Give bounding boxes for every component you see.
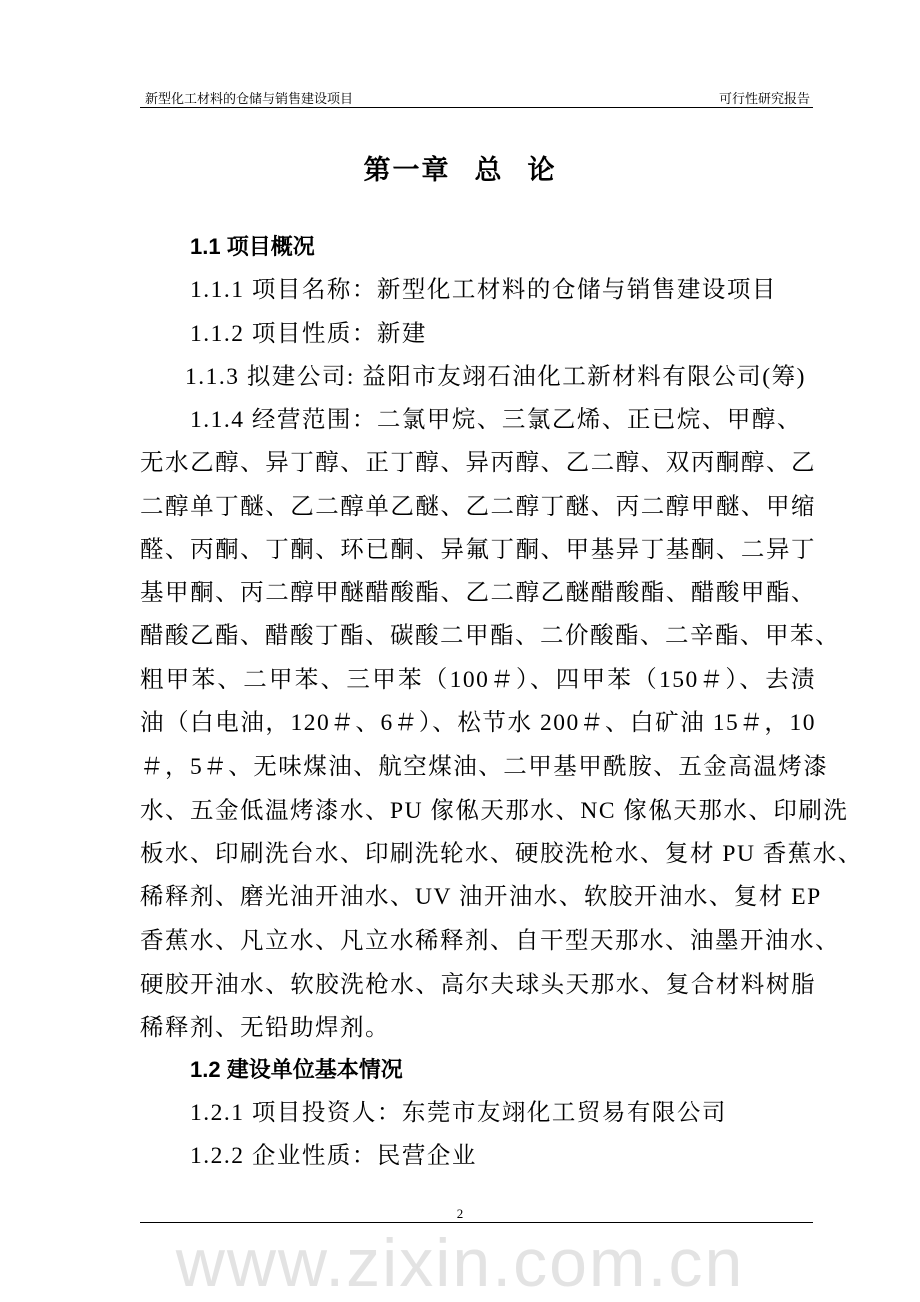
- paragraph-line: 1.2.1 项目投资人：东莞市友翊化工贸易有限公司: [190, 1100, 727, 1126]
- chapter-title-part: 论: [527, 155, 557, 185]
- chapter-title-part: 总: [474, 155, 504, 185]
- paragraph-line: 板水、印刷洗台水、印刷洗轮水、硬胶洗枪水、复材 PU 香蕉水、: [140, 841, 863, 867]
- paragraph-line: 二醇单丁醚、乙二醇单乙醚、乙二醇丁醚、丙二醇甲醚、甲缩: [140, 494, 816, 520]
- header-rule: [140, 107, 813, 108]
- watermark: www.zixin.com.cn: [175, 1225, 745, 1301]
- paragraph-line: 1.1.4 经营范围：二氯甲烷、三氯乙烯、正已烷、甲醇、: [190, 407, 802, 433]
- section-heading: 1.1 项目概况: [190, 234, 315, 259]
- paragraph-line: 醋酸乙酯、醋酸丁酯、碳酸二甲酯、二价酸酯、二辛酯、甲苯、: [140, 623, 840, 649]
- paragraph-line: 基甲酮、丙二醇甲醚醋酸酯、乙二醇乙醚醋酸酯、醋酸甲酯、: [140, 580, 816, 606]
- paragraph-line: 1.1.2 项目性质：新建: [190, 321, 427, 347]
- paragraph-line: 粗甲苯、二甲苯、三甲苯（100＃）、四甲苯（150＃）、去渍: [140, 667, 816, 693]
- paragraph-line: 1.2.2 企业性质：民营企业: [190, 1143, 477, 1169]
- page-number: 2: [456, 1206, 464, 1221]
- paragraph-line: 1.1.1 项目名称：新型化工材料的仓储与销售建设项目: [190, 277, 777, 303]
- chapter-title: [0, 148, 920, 187]
- paragraph-line: 1.1.3 拟建公司: 益阳市友翊石油化工新材料有限公司(筹): [185, 364, 806, 390]
- header-doc-type: 可行性研究报告: [718, 91, 810, 106]
- chapter-number: 第一章: [363, 155, 451, 185]
- paragraph-line: 水、五金低温烤漆水、PU 傢俬天那水、NC 傢俬天那水、印刷洗: [140, 798, 849, 824]
- footer-rule: [140, 1222, 813, 1223]
- paragraph-line: ＃，5＃、无味煤油、航空煤油、二甲基甲酰胺、五金高温烤漆: [140, 754, 829, 780]
- paragraph-line: 油（白电油，120＃、6＃）、松节水 200＃、白矿油 15＃，10: [140, 710, 816, 736]
- paragraph-line: 硬胶开油水、软胶洗枪水、高尔夫球头天那水、复合材料树脂: [140, 972, 816, 998]
- paragraph-line: 香蕉水、凡立水、凡立水稀释剂、自干型天那水、油墨开油水、: [140, 928, 840, 954]
- paragraph-line: 醛、丙酮、丁酮、环已酮、异氟丁酮、甲基异丁基酮、二异丁: [140, 537, 816, 563]
- paragraph-line: 无水乙醇、异丁醇、正丁醇、异丙醇、乙二醇、双丙酮醇、乙: [140, 450, 816, 476]
- paragraph-line: 稀释剂、无铅助焊剂。: [140, 1015, 390, 1041]
- section-heading: 1.2 建设单位基本情况: [190, 1057, 403, 1082]
- paragraph-line: 稀释剂、磨光油开油水、UV 油开油水、软胶开油水、复材 EP: [140, 884, 822, 910]
- header-doc-title: 新型化工材料的仓储与销售建设项目: [145, 91, 354, 106]
